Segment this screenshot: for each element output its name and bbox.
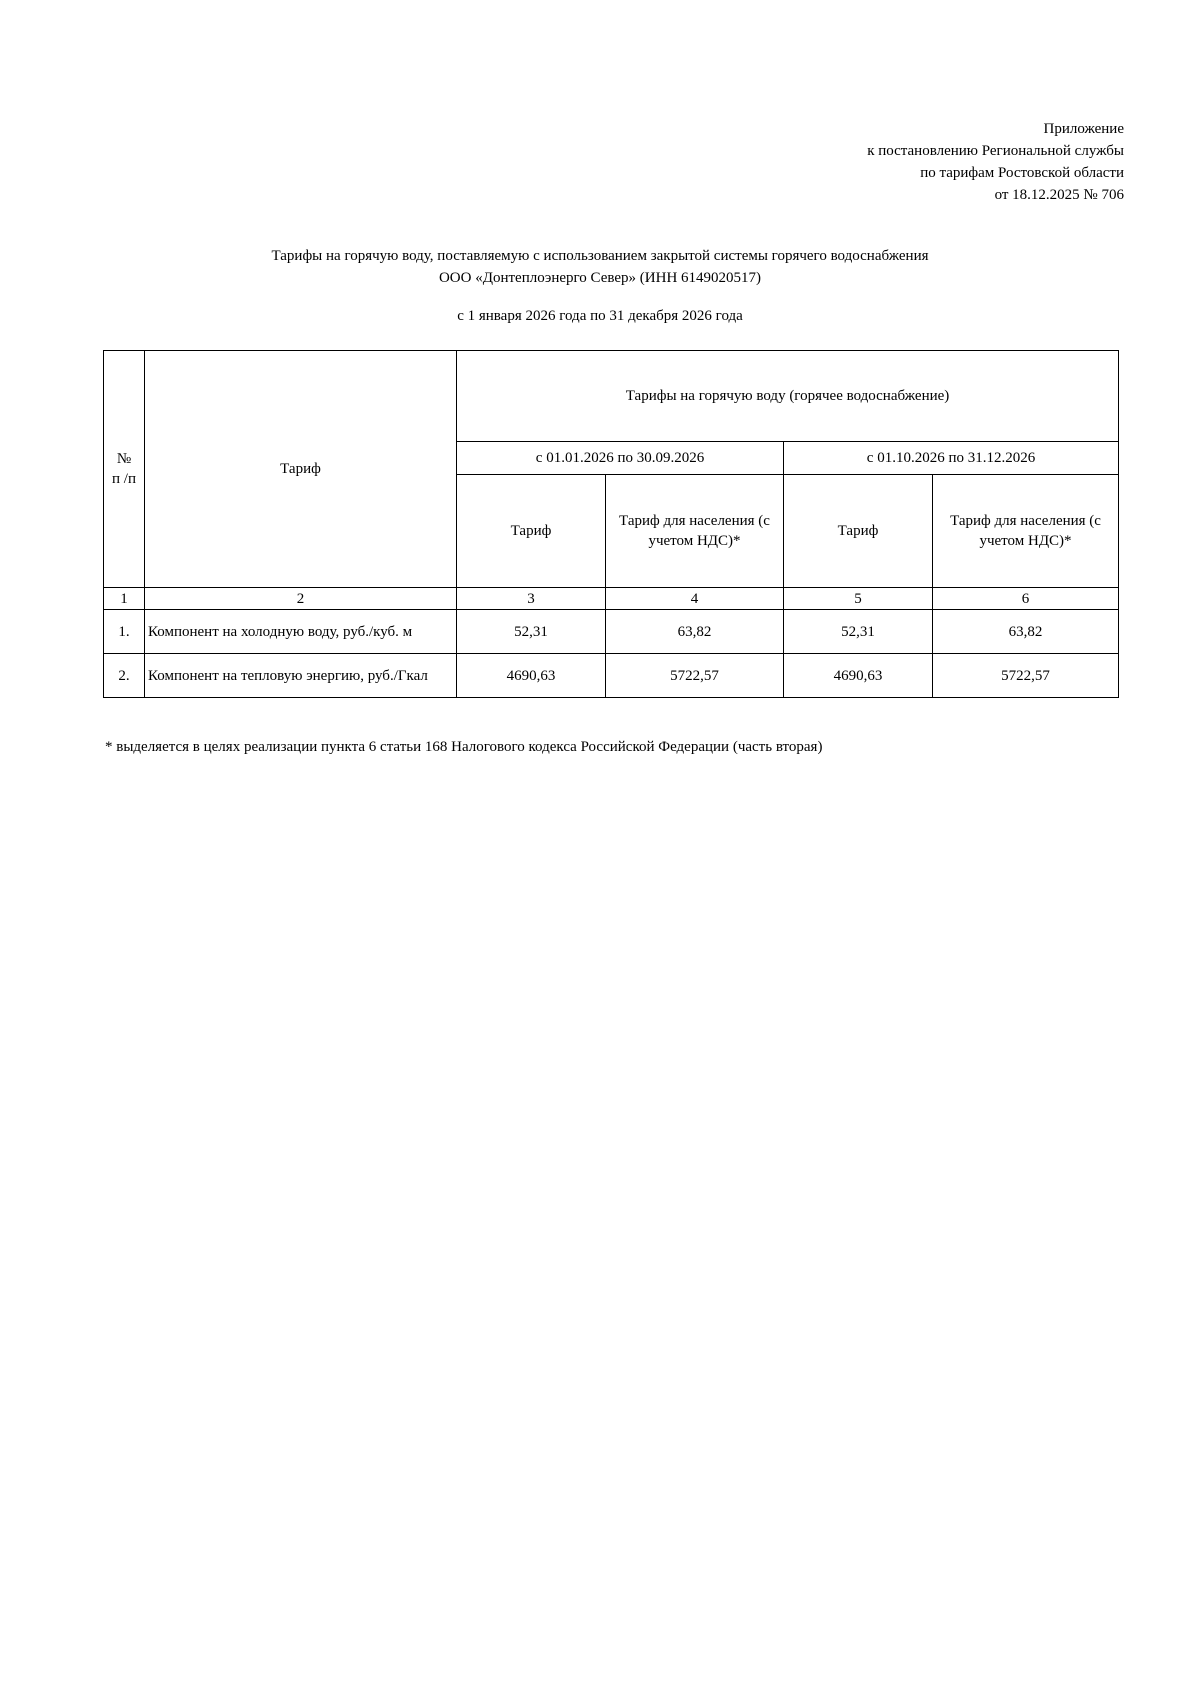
header-number	[104, 351, 145, 588]
row-name: Компонент на тепловую энергию, руб./Гкал	[145, 654, 457, 698]
row-p2-population: 5722,57	[933, 654, 1119, 698]
appendix-date-number: от 18.12.2025 № 706	[994, 187, 1124, 203]
row-number: 2.	[104, 654, 145, 698]
footnote: * выделяется в целях реализации пункта 6 статьи 168 Налогового кодекса Российской Федерации (часть вторая)	[105, 739, 823, 755]
table-header-row	[104, 351, 1119, 442]
row-p1-population: 5722,57	[606, 654, 784, 698]
header-p2-population: Тариф для населения (с учетом НДС)*	[933, 475, 1119, 588]
appendix-line: к постановлению Региональной службы	[867, 143, 1124, 159]
column-number: 6	[933, 588, 1119, 610]
header-period-1: с 01.01.2026 по 30.09.2026	[457, 442, 784, 475]
row-p1-tariff: 4690,63	[457, 654, 606, 698]
table-row	[104, 654, 1119, 698]
header-number-symbol: №	[116, 451, 132, 467]
header-p1-population: Тариф для населения (с учетом НДС)*	[606, 475, 784, 588]
tariff-table	[103, 350, 1119, 698]
row-p1-population: 63,82	[606, 610, 784, 654]
row-p1-tariff: 52,31	[457, 610, 606, 654]
row-p2-population: 63,82	[933, 610, 1119, 654]
column-number: 1	[104, 588, 145, 610]
column-number: 2	[145, 588, 457, 610]
title-organization: ООО «Донтеплоэнерго Север» (ИНН 6149020517)	[438, 270, 762, 286]
column-number: 3	[457, 588, 606, 610]
header-p1-tariff: Тариф	[457, 475, 606, 588]
appendix-block	[867, 118, 1124, 206]
column-number: 4	[606, 588, 784, 610]
column-number-row	[104, 588, 1119, 610]
title-line: Тарифы на горячую воду, поставляемую с использованием закрытой системы горячего водоснабжения	[271, 248, 929, 264]
validity-period: с 1 января 2026 года по 31 декабря 2026 года	[457, 308, 743, 324]
header-period-2: с 01.10.2026 по 31.12.2026	[784, 442, 1119, 475]
appendix-line: по тарифам Ростовской области	[920, 165, 1124, 181]
row-name: Компонент на холодную воду, руб./куб. м	[145, 610, 457, 654]
row-number: 1.	[104, 610, 145, 654]
header-number-abbr: п /п	[112, 471, 136, 487]
header-tariff-name: Тариф	[145, 351, 457, 588]
column-number: 5	[784, 588, 933, 610]
row-p2-tariff: 52,31	[784, 610, 933, 654]
row-p2-tariff: 4690,63	[784, 654, 933, 698]
header-p2-tariff: Тариф	[784, 475, 933, 588]
appendix-line: Приложение	[1043, 121, 1124, 137]
header-group: Тарифы на горячую воду (горячее водоснабжение)	[457, 351, 1119, 442]
document-title	[0, 245, 1200, 289]
table-row	[104, 610, 1119, 654]
